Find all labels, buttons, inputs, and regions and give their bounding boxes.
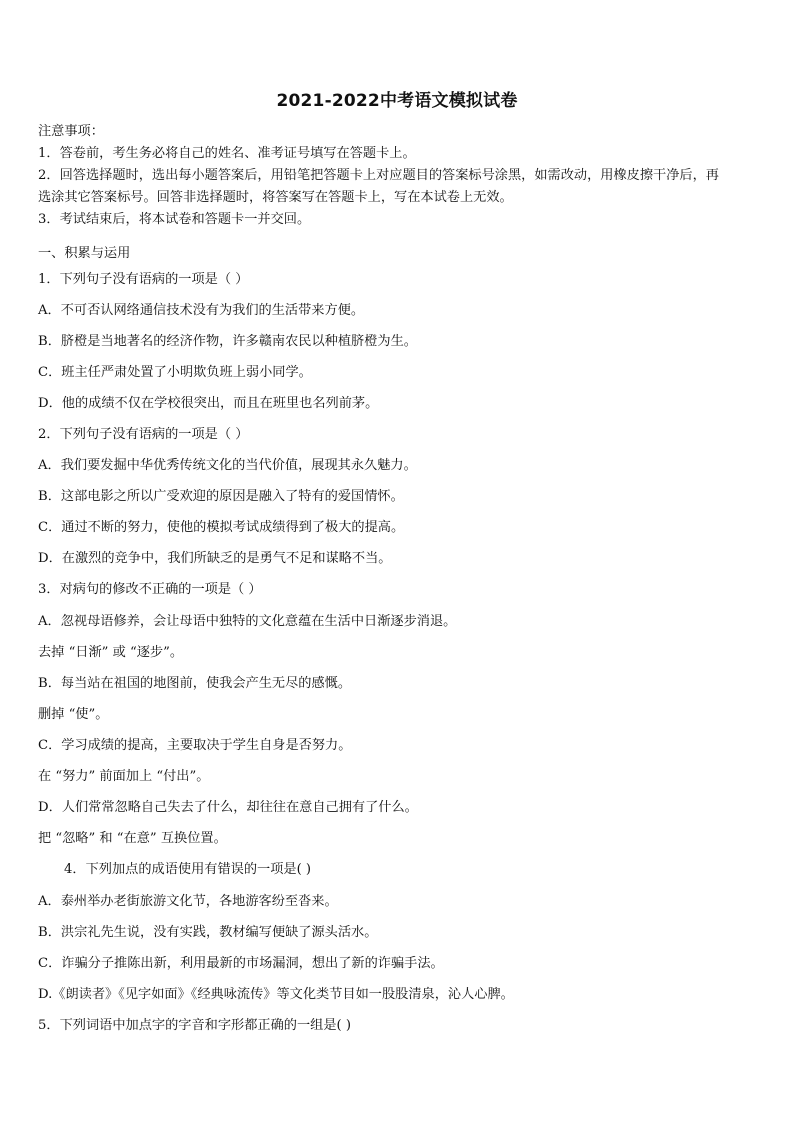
q2-option-b: B．这部电影之所以广受欢迎的原因是融入了特有的爱国情怀。: [38, 489, 404, 504]
q2-option-c: C．通过不断的努力，使他的模拟考试成绩得到了极大的提高。: [38, 520, 405, 535]
q3-fix-a: 去掉 “日渐” 或 “逐步”。: [38, 645, 184, 660]
notice-item-2: 2．回答选择题时，选出每小题答案后，用铅笔把答题卡上对应题目的答案标号涂黑，如需改动，用橡皮擦干净后，再: [38, 168, 719, 183]
question-2: 2．下列句子没有语病的一项是（ ）: [38, 427, 249, 442]
q4-option-c: C．诈骗分子推陈出新，利用最新的市场漏洞，想出了新的诈骗手法。: [38, 956, 444, 971]
notice-item-1: 1．答卷前，考生务必将自己的姓名、准考证号填写在答题卡上。: [38, 146, 416, 161]
q1-option-c: C．班主任严肃处置了小明欺负班上弱小同学。: [38, 365, 312, 380]
q3-fix-d: 把 “忽略” 和 “在意” 互换位置。: [38, 831, 227, 846]
q3-option-d: D．人们常常忽略自己失去了什么，却往往在意自己拥有了什么。: [38, 800, 418, 815]
q4-option-d: D.《朗读者》《见字如面》《经典咏流传》等文化类节目如一股股清泉，沁人心脾。: [38, 987, 514, 1002]
question-5: 5．下列词语中加点字的字音和字形都正确的一组是( ): [38, 1018, 351, 1033]
question-3: 3．对病句的修改不正确的一项是（ ）: [38, 582, 262, 597]
q2-option-d: D．在激烈的竞争中，我们所缺乏的是勇气不足和谋略不当。: [38, 551, 392, 566]
section-heading: 一、积累与运用: [38, 246, 131, 261]
q3-option-a: A．忽视母语修养，会让母语中独特的文化意蕴在生活中日渐逐步消退。: [38, 614, 457, 629]
q4-option-b: B．洪宗礼先生说，没有实践，教材编写便缺了源头活水。: [38, 925, 378, 940]
page-title: 2021-2022中考语文模拟试卷: [276, 91, 518, 111]
question-1: 1．下列句子没有语病的一项是（ ）: [38, 272, 249, 287]
q3-fix-c: 在 “努力” 前面加上 “付出”。: [38, 769, 210, 784]
notice-heading: 注意事项：: [38, 124, 104, 139]
q2-option-a: A．我们要发掘中华优秀传统文化的当代价值，展现其永久魅力。: [38, 458, 417, 473]
q4-option-a: A．泰州举办老街旅游文化节，各地游客纷至沓来。: [38, 894, 338, 909]
notice-block: [38, 121, 760, 231]
q1-option-b: B．脐橙是当地著名的经济作物，许多赣南农民以种植脐橙为生。: [38, 334, 417, 349]
q1-option-a: A．不可否认网络通信技术没有为我们的生活带来方便。: [38, 303, 365, 318]
q3-option-c: C．学习成绩的提高，主要取决于学生自身是否努力。: [38, 738, 352, 753]
notice-item-2-cont: 选涂其它答案标号。回答非选择题时，将答案写在答题卡上，写在本试卷上无效。: [38, 190, 513, 205]
question-4: 4．下列加点的成语使用有错误的一项是( ): [64, 862, 312, 877]
notice-item-3: 3．考试结束后，将本试卷和答题卡一并交回。: [38, 212, 311, 227]
q1-option-d: D．他的成绩不仅在学校很突出，而且在班里也名列前茅。: [38, 396, 379, 411]
q3-fix-b: 删掉 “使”。: [38, 707, 109, 722]
q3-option-b: B．每当站在祖国的地图前，使我会产生无尽的感慨。: [38, 676, 352, 691]
